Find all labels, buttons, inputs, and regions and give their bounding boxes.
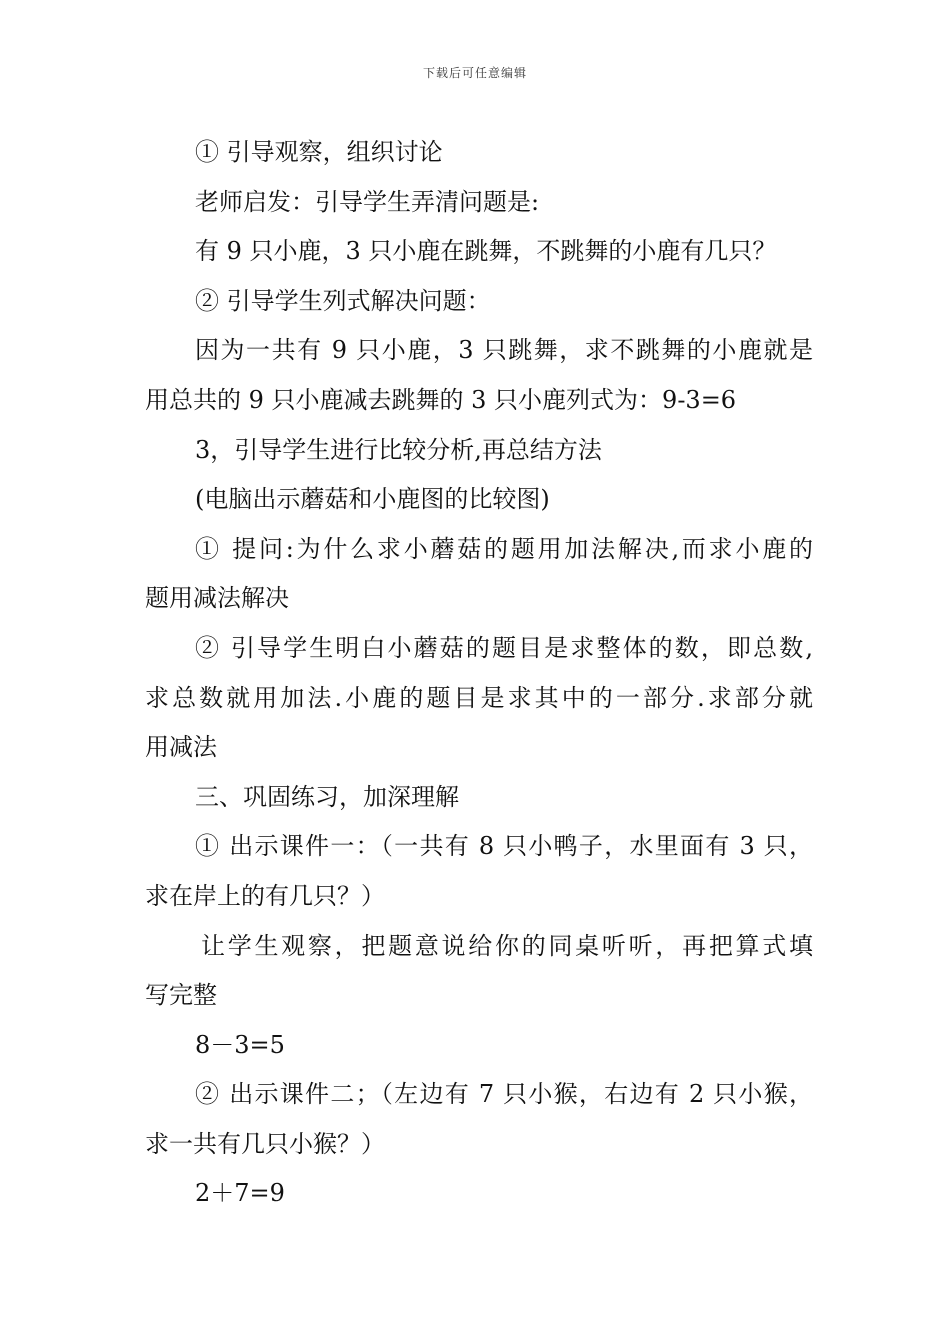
text-line: ② 引导学生列式解决问题： [195, 286, 491, 315]
text-line: ① 出示课件一：（一共有 8 只小鸭子，水里面有 3 只， [195, 832, 813, 861]
text-line: ② 出示课件二；（左边有 7 只小猴，右边有 2 只小猴， [195, 1080, 813, 1109]
text-line: 题用减法解决 [145, 584, 289, 613]
text-line: 让学生观察，把题意说给你的同桌听听，再把算式填 [201, 931, 813, 960]
page-header-note: 下载后可任意编辑 [422, 66, 527, 80]
text-line: ② 引导学生明白小蘑菇的题目是求整体的数，即总数, [195, 633, 813, 662]
text-line: 老师启发：引导学生弄清问题是: [195, 187, 540, 216]
text-line: 求总数就用加法.小鹿的题目是求其中的一部分.求部分就 [145, 683, 813, 712]
text-line: 有 9 只小鹿，3 只小鹿在跳舞，不跳舞的小鹿有几只？ [195, 237, 777, 266]
text-line: 2＋7=9 [195, 1179, 285, 1208]
text-line: ① 提问:为什么求小蘑菇的题用加法解决,而求小鹿的 [195, 534, 813, 563]
text-line: 用总共的 9 只小鹿减去跳舞的 3 只小鹿列式为：9-3=6 [145, 385, 737, 414]
text-line: 因为一共有 9 只小鹿，3 只跳舞，求不跳舞的小鹿就是 [195, 336, 813, 365]
text-line: (电脑出示蘑菇和小鹿图的比较图) [195, 485, 550, 514]
text-line: 写完整 [145, 981, 217, 1010]
text-line: 用减法 [145, 733, 217, 762]
text-line: 求一共有几只小猴？） [145, 1129, 385, 1158]
text-line: ① 引导观察，组织讨论 [195, 138, 443, 166]
text-line: 三、巩固练习，加深理解 [195, 782, 459, 811]
text-line: 8－3=5 [195, 1030, 285, 1059]
document-body [145, 128, 813, 1219]
text-line: 求在岸上的有几只？） [145, 881, 385, 910]
text-line: 3，引导学生进行比较分析,再总结方法 [195, 435, 602, 464]
